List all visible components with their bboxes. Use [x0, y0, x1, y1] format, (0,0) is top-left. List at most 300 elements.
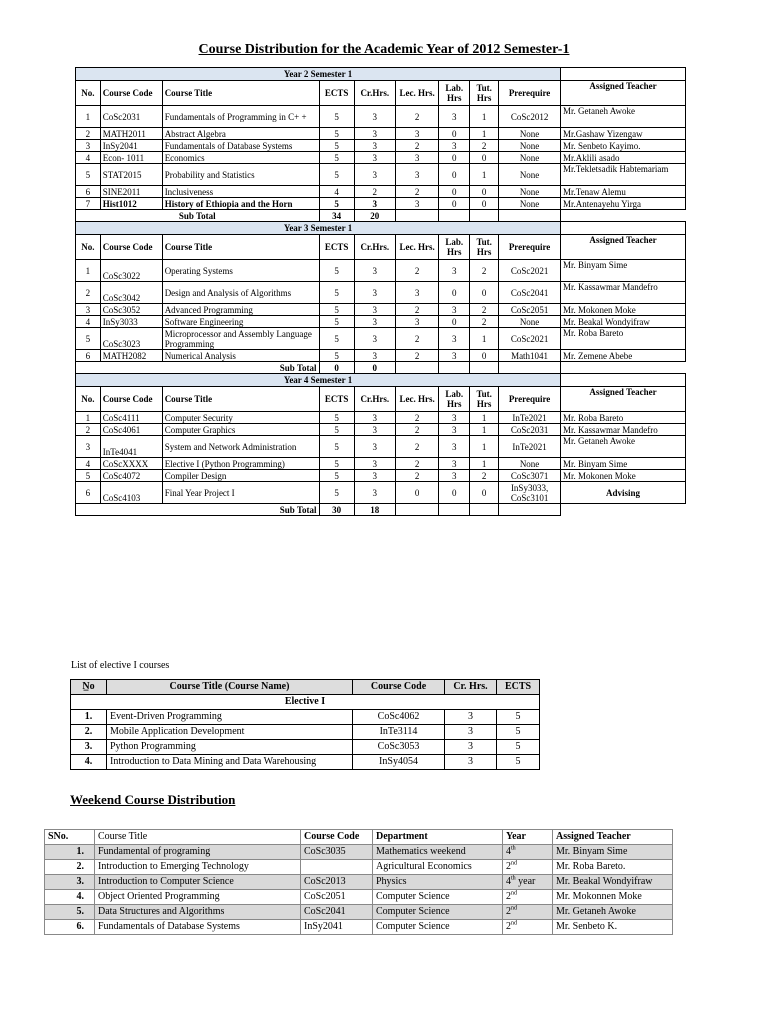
prerequisite: InTe2021: [499, 436, 561, 458]
lec-hrs: 2: [395, 470, 438, 482]
course-title: Design and Analysis of Algorithms: [162, 282, 319, 304]
empty-cell: [499, 504, 561, 516]
header-assigned-teacher: Assigned Teacher: [553, 830, 673, 845]
course-code: CoSc2031: [100, 106, 162, 128]
course-row: [76, 458, 686, 470]
course-title: Object Oriented Programming: [95, 890, 301, 905]
row-no: 4: [76, 316, 101, 328]
lab-hrs: 0: [439, 128, 470, 140]
tut-hrs: 0: [470, 198, 499, 210]
course-row: [76, 260, 686, 282]
ects: 5: [319, 350, 354, 362]
prerequisite: InTe2021: [499, 412, 561, 424]
tut-hrs: 1: [470, 412, 499, 424]
lab-hrs: 0: [439, 482, 470, 504]
course-title: Inclusiveness: [162, 186, 319, 198]
course-title: Computer Security: [162, 412, 319, 424]
ects: 5: [319, 106, 354, 128]
ects: 5: [319, 128, 354, 140]
subtotal-ects: 0: [319, 362, 354, 374]
subtotal-cr-hrs: 0: [354, 362, 395, 374]
course-title: Mobile Application Development: [107, 725, 353, 740]
assigned-teacher: Mr. Getaneh Awoke: [561, 106, 686, 128]
assigned-teacher: Mr.Tenaw Alemu: [561, 186, 686, 198]
header-tut-hrs: Tut. Hrs: [470, 387, 499, 412]
prerequisite: None: [499, 164, 561, 186]
row-no: 6: [76, 482, 101, 504]
cr-hrs: 3: [354, 140, 395, 152]
course-title: Numerical Analysis: [162, 350, 319, 362]
assigned-teacher: Mr. Roba Bareto.: [553, 860, 673, 875]
lab-hrs: 3: [439, 424, 470, 436]
weekend-row: [45, 860, 673, 875]
lec-hrs: 2: [395, 328, 438, 350]
course-row: [76, 106, 686, 128]
course-code: CoSc3052: [100, 304, 162, 316]
assigned-teacher: Mr. Kassawmar Mandefro: [561, 424, 686, 436]
lec-hrs: 2: [395, 140, 438, 152]
year-number: 2: [506, 906, 511, 917]
header-prerequisite: Prerequire: [499, 235, 561, 260]
course-row: [76, 424, 686, 436]
band-blank: [561, 222, 686, 235]
course-title: Final Year Project I: [162, 482, 319, 504]
course-code: CoSc4072: [100, 470, 162, 482]
elective-group: Elective I: [71, 695, 540, 710]
lec-hrs: 3: [395, 128, 438, 140]
ects: 5: [497, 755, 540, 770]
row-no: 4.: [71, 755, 107, 770]
semester-band: [76, 68, 686, 81]
assigned-teacher: Mr. Mokonen Moke: [561, 304, 686, 316]
course-code: CoSc4103: [100, 482, 162, 504]
course-code: Econ- 1011: [100, 152, 162, 164]
course-code: Hist1012: [100, 198, 162, 210]
tut-hrs: 1: [470, 424, 499, 436]
course-row: [76, 282, 686, 304]
row-no: 2: [76, 128, 101, 140]
cr-hrs: 3: [354, 198, 395, 210]
ects: 5: [319, 482, 354, 504]
header-course-title: Course Title: [162, 387, 319, 412]
cr-hrs: 3: [354, 412, 395, 424]
semester-label: Year 2 Semester 1: [76, 68, 561, 81]
lab-hrs: 3: [439, 458, 470, 470]
course-code: InSy3033: [100, 316, 162, 328]
weekend-row: [45, 920, 673, 935]
header-assigned-teacher: Assigned Teacher: [561, 81, 686, 106]
tut-hrs: 1: [470, 106, 499, 128]
course-title: Abstract Algebra: [162, 128, 319, 140]
year: [503, 890, 553, 905]
row-no: 1: [76, 412, 101, 424]
row-no: 3.: [71, 740, 107, 755]
ects: 5: [497, 725, 540, 740]
header-course-title: Course Title (Course Name): [107, 680, 353, 695]
tut-hrs: 2: [470, 470, 499, 482]
header-course-code: Course Code: [301, 830, 373, 845]
row-no: 6: [76, 186, 101, 198]
row-no: 1: [76, 106, 101, 128]
semester-label: Year 3 Semester 1: [76, 222, 561, 235]
year-suffix: nd: [511, 890, 517, 897]
course-code: CoSc3023: [100, 328, 162, 350]
lec-hrs: 2: [395, 186, 438, 198]
ects: 4: [319, 186, 354, 198]
course-code: InSy2041: [100, 140, 162, 152]
ects: 5: [319, 304, 354, 316]
lec-hrs: 2: [395, 424, 438, 436]
course-row: [76, 152, 686, 164]
elective-table: [70, 679, 540, 770]
course-title: Elective I (Python Programming): [162, 458, 319, 470]
empty-cell: [439, 504, 470, 516]
lab-hrs: 3: [439, 436, 470, 458]
assigned-teacher: Advising: [561, 482, 686, 504]
course-row: [76, 304, 686, 316]
row-no: 6: [76, 350, 101, 362]
cr-hrs: 3: [354, 304, 395, 316]
header-cr-hrs: Cr.Hrs.: [354, 235, 395, 260]
year-suffix: nd: [511, 920, 517, 927]
header-no: N̲o: [71, 680, 107, 695]
row-no: 2: [76, 424, 101, 436]
header-cr-hrs: Cr.Hrs.: [354, 81, 395, 106]
row-no: 2.: [71, 725, 107, 740]
lab-hrs: 0: [439, 282, 470, 304]
cr-hrs: 3: [354, 282, 395, 304]
tut-hrs: 1: [470, 128, 499, 140]
prerequisite: None: [499, 316, 561, 328]
year-number: 2: [506, 861, 511, 872]
course-title: Data Structures and Algorithms: [95, 905, 301, 920]
year-word: year: [515, 876, 536, 887]
assigned-teacher: Mr. Senbeto K.: [553, 920, 673, 935]
lab-hrs: 3: [439, 350, 470, 362]
lab-hrs: 3: [439, 304, 470, 316]
weekend-table: [44, 829, 673, 935]
tut-hrs: 1: [470, 328, 499, 350]
band-blank: [561, 374, 686, 387]
subtotal-label: Sub Total: [76, 362, 320, 374]
header-course-title: Course Title: [162, 235, 319, 260]
course-title: Operating Systems: [162, 260, 319, 282]
cr-hrs: 3: [354, 152, 395, 164]
ects: 5: [319, 412, 354, 424]
course-code: InTe3114: [353, 725, 445, 740]
course-title: System and Network Administration: [162, 436, 319, 458]
tut-hrs: 1: [470, 164, 499, 186]
course-code: CoSc3022: [100, 260, 162, 282]
lab-hrs: 0: [439, 198, 470, 210]
empty-cell: [439, 362, 470, 374]
cr-hrs: 3: [445, 725, 497, 740]
empty-cell: [395, 504, 438, 516]
assigned-teacher: Mr. Mokonen Moke: [561, 470, 686, 482]
subtotal-row: [76, 362, 686, 374]
course-code: CoScXXXX: [100, 458, 162, 470]
course-row: [76, 412, 686, 424]
header-course-code: Course Code: [100, 235, 162, 260]
course-title: Probability and Statistics: [162, 164, 319, 186]
course-row: [76, 470, 686, 482]
course-code: CoSc4111: [100, 412, 162, 424]
assigned-teacher: Mr. Getaneh Awoke: [561, 436, 686, 458]
header-row-no: No.: [76, 81, 101, 106]
prerequisite: None: [499, 458, 561, 470]
empty-cell: [470, 210, 499, 222]
header-ects: ECTS: [319, 387, 354, 412]
course-row: [76, 316, 686, 328]
tut-hrs: 2: [470, 140, 499, 152]
ects: 5: [319, 470, 354, 482]
weekend-row: [45, 905, 673, 920]
cr-hrs: 3: [354, 482, 395, 504]
ects: 5: [319, 198, 354, 210]
course-title: Computer Graphics: [162, 424, 319, 436]
course-row: [76, 436, 686, 458]
cr-hrs: 3: [354, 424, 395, 436]
header-course-title: Course Title: [162, 81, 319, 106]
header-year: Year: [503, 830, 553, 845]
lab-hrs: 3: [439, 260, 470, 282]
prerequisite: CoSc2012: [499, 106, 561, 128]
cr-hrs: 2: [354, 186, 395, 198]
lab-hrs: 0: [439, 152, 470, 164]
cr-hrs: 3: [354, 316, 395, 328]
ects: 5: [497, 710, 540, 725]
course-title: Python Programming: [107, 740, 353, 755]
ects: 5: [319, 436, 354, 458]
course-code: InSy4054: [353, 755, 445, 770]
row-no: 4: [76, 152, 101, 164]
header-lec-hrs: Lec. Hrs.: [395, 387, 438, 412]
page-title: Course Distribution for the Academic Year of 2012 Semester-1: [198, 42, 570, 57]
course-title: Fundamentals of Database Systems: [162, 140, 319, 152]
year-suffix: th: [511, 845, 516, 852]
subtotal-row: [76, 504, 686, 516]
tut-hrs: 2: [470, 316, 499, 328]
course-row: [76, 328, 686, 350]
header-sno: SNo.: [45, 830, 95, 845]
department: Computer Science: [373, 890, 503, 905]
lab-hrs: 3: [439, 328, 470, 350]
prerequisite: CoSc2031: [499, 424, 561, 436]
assigned-teacher: Mr. Binyam Sime: [561, 458, 686, 470]
course-title: Fundamentals of Programming in C+ +: [162, 106, 319, 128]
row-no: 4.: [45, 890, 95, 905]
cr-hrs: 3: [354, 470, 395, 482]
course-title: Software Engineering: [162, 316, 319, 328]
assigned-teacher: Mr.Antenayehu Yirga: [561, 198, 686, 210]
prerequisite: CoSc2021: [499, 260, 561, 282]
course-title: Advanced Programming: [162, 304, 319, 316]
year-number: 4: [506, 876, 511, 887]
lec-hrs: 2: [395, 106, 438, 128]
header-ects: ECTS: [319, 81, 354, 106]
lab-hrs: 0: [439, 316, 470, 328]
course-title: Compiler Design: [162, 470, 319, 482]
assigned-teacher: Mr. Senbeto Kayimo.: [561, 140, 686, 152]
row-no: 5: [76, 164, 101, 186]
cr-hrs: 3: [354, 164, 395, 186]
header-row: [76, 81, 686, 106]
assigned-teacher: Mr. Beakal Wondyifraw: [561, 316, 686, 328]
header-row-no: No.: [76, 235, 101, 260]
lec-hrs: 2: [395, 350, 438, 362]
course-code: SINE2011: [100, 186, 162, 198]
prerequisite: InSy3033, CoSc3101: [499, 482, 561, 504]
header-department: Department: [373, 830, 503, 845]
course-code: CoSc4062: [353, 710, 445, 725]
department: Mathematics weekend: [373, 845, 503, 860]
assigned-teacher: Mr. Beakal Wondyifraw: [553, 875, 673, 890]
course-row: [76, 350, 686, 362]
row-no: 7: [76, 198, 101, 210]
assigned-teacher: Mr.Aklili asado: [561, 152, 686, 164]
course-title: Introduction to Computer Science: [95, 875, 301, 890]
row-no: 5.: [45, 905, 95, 920]
header-row: [76, 387, 686, 412]
weekend-row: [45, 875, 673, 890]
course-row: [76, 140, 686, 152]
cr-hrs: 3: [354, 260, 395, 282]
header-lab-hrs: Lab. Hrs: [439, 387, 470, 412]
course-row: [76, 482, 686, 504]
semester-label: Year 4 Semester 1: [76, 374, 561, 387]
header-course-code: Course Code: [100, 81, 162, 106]
department: Computer Science: [373, 920, 503, 935]
course-title: Fundamental of programing: [95, 845, 301, 860]
lec-hrs: 3: [395, 198, 438, 210]
ects: 5: [319, 424, 354, 436]
row-no: 5: [76, 470, 101, 482]
header-prerequisite: Prerequire: [499, 81, 561, 106]
prerequisite: None: [499, 186, 561, 198]
year-number: 4: [506, 846, 511, 857]
assigned-teacher: Mr. Binyam Sime: [561, 260, 686, 282]
course-code: CoSc2041: [301, 905, 373, 920]
cr-hrs: 3: [354, 350, 395, 362]
empty-cell: [439, 210, 470, 222]
elective-row: [71, 710, 540, 725]
cr-hrs: 3: [354, 128, 395, 140]
header-tut-hrs: Tut. Hrs: [470, 235, 499, 260]
ects: 5: [319, 140, 354, 152]
header-cr-hrs: Cr. Hrs.: [445, 680, 497, 695]
prerequisite: None: [499, 128, 561, 140]
course-row: [76, 186, 686, 198]
header-row: [76, 235, 686, 260]
subtotal-ects: 34: [319, 210, 354, 222]
prerequisite: CoSc2041: [499, 282, 561, 304]
department: Physics: [373, 875, 503, 890]
ects: 5: [319, 164, 354, 186]
row-no: 3: [76, 140, 101, 152]
row-no: 2: [76, 282, 101, 304]
year: [503, 860, 553, 875]
assigned-teacher: Mr. Roba Bareto: [561, 328, 686, 350]
subtotal-cr-hrs: 18: [354, 504, 395, 516]
course-title: Event-Driven Programming: [107, 710, 353, 725]
semester-band: [76, 374, 686, 387]
lab-hrs: 0: [439, 186, 470, 198]
header-cr-hrs: Cr.Hrs.: [354, 387, 395, 412]
lec-hrs: 3: [395, 316, 438, 328]
assigned-teacher: Mr. Kassawmar Mandefro: [561, 282, 686, 304]
course-code: STAT2015: [100, 164, 162, 186]
tut-hrs: 0: [470, 482, 499, 504]
lec-hrs: 3: [395, 164, 438, 186]
course-title: Microprocessor and Assembly Language Programming: [162, 328, 319, 350]
course-code: CoSc3035: [301, 845, 373, 860]
course-title: Fundamentals of Database Systems: [95, 920, 301, 935]
course-row: [76, 198, 686, 210]
tut-hrs: 1: [470, 458, 499, 470]
lec-hrs: 2: [395, 304, 438, 316]
cr-hrs: 3: [445, 755, 497, 770]
tut-hrs: 2: [470, 304, 499, 316]
header-ects: ECTS: [497, 680, 540, 695]
year-suffix: nd: [511, 905, 517, 912]
lec-hrs: 0: [395, 482, 438, 504]
course-code: CoSc3053: [353, 740, 445, 755]
header-row-no: No.: [76, 387, 101, 412]
ects: 5: [319, 328, 354, 350]
department: Computer Science: [373, 905, 503, 920]
year: [503, 875, 553, 890]
lab-hrs: 3: [439, 470, 470, 482]
row-no: 4: [76, 458, 101, 470]
tut-hrs: 0: [470, 186, 499, 198]
elective-row: [71, 755, 540, 770]
header-lec-hrs: Lec. Hrs.: [395, 81, 438, 106]
course-code: CoSc2051: [301, 890, 373, 905]
header-course-title: Course Title: [95, 830, 301, 845]
row-no: 6.: [45, 920, 95, 935]
lec-hrs: 2: [395, 260, 438, 282]
header-course-code: Course Code: [353, 680, 445, 695]
assigned-teacher: Mr.Tekletsadik Habtemariam: [561, 164, 686, 186]
lec-hrs: 2: [395, 436, 438, 458]
year-number: 2: [506, 921, 511, 932]
header-prerequisite: Prerequire: [499, 387, 561, 412]
prerequisite: CoSc2021: [499, 328, 561, 350]
elective-caption: List of elective I courses: [71, 660, 170, 671]
weekend-row: [45, 845, 673, 860]
lab-hrs: 3: [439, 412, 470, 424]
course-title: Economics: [162, 152, 319, 164]
cr-hrs: 3: [445, 710, 497, 725]
lab-hrs: 3: [439, 140, 470, 152]
assigned-teacher: Mr. Getaneh Awoke: [553, 905, 673, 920]
empty-cell: [395, 210, 438, 222]
course-code: MATH2082: [100, 350, 162, 362]
lec-hrs: 2: [395, 412, 438, 424]
empty-cell: [499, 210, 561, 222]
course-code: InSy2041: [301, 920, 373, 935]
ects: 5: [319, 282, 354, 304]
subtotal-ects: 30: [319, 504, 354, 516]
cr-hrs: 3: [354, 458, 395, 470]
tut-hrs: 0: [470, 282, 499, 304]
course-code: [301, 860, 373, 875]
empty-cell: [470, 362, 499, 374]
course-code: MATH2011: [100, 128, 162, 140]
prerequisite: None: [499, 140, 561, 152]
cr-hrs: 3: [354, 106, 395, 128]
course-row: [76, 128, 686, 140]
